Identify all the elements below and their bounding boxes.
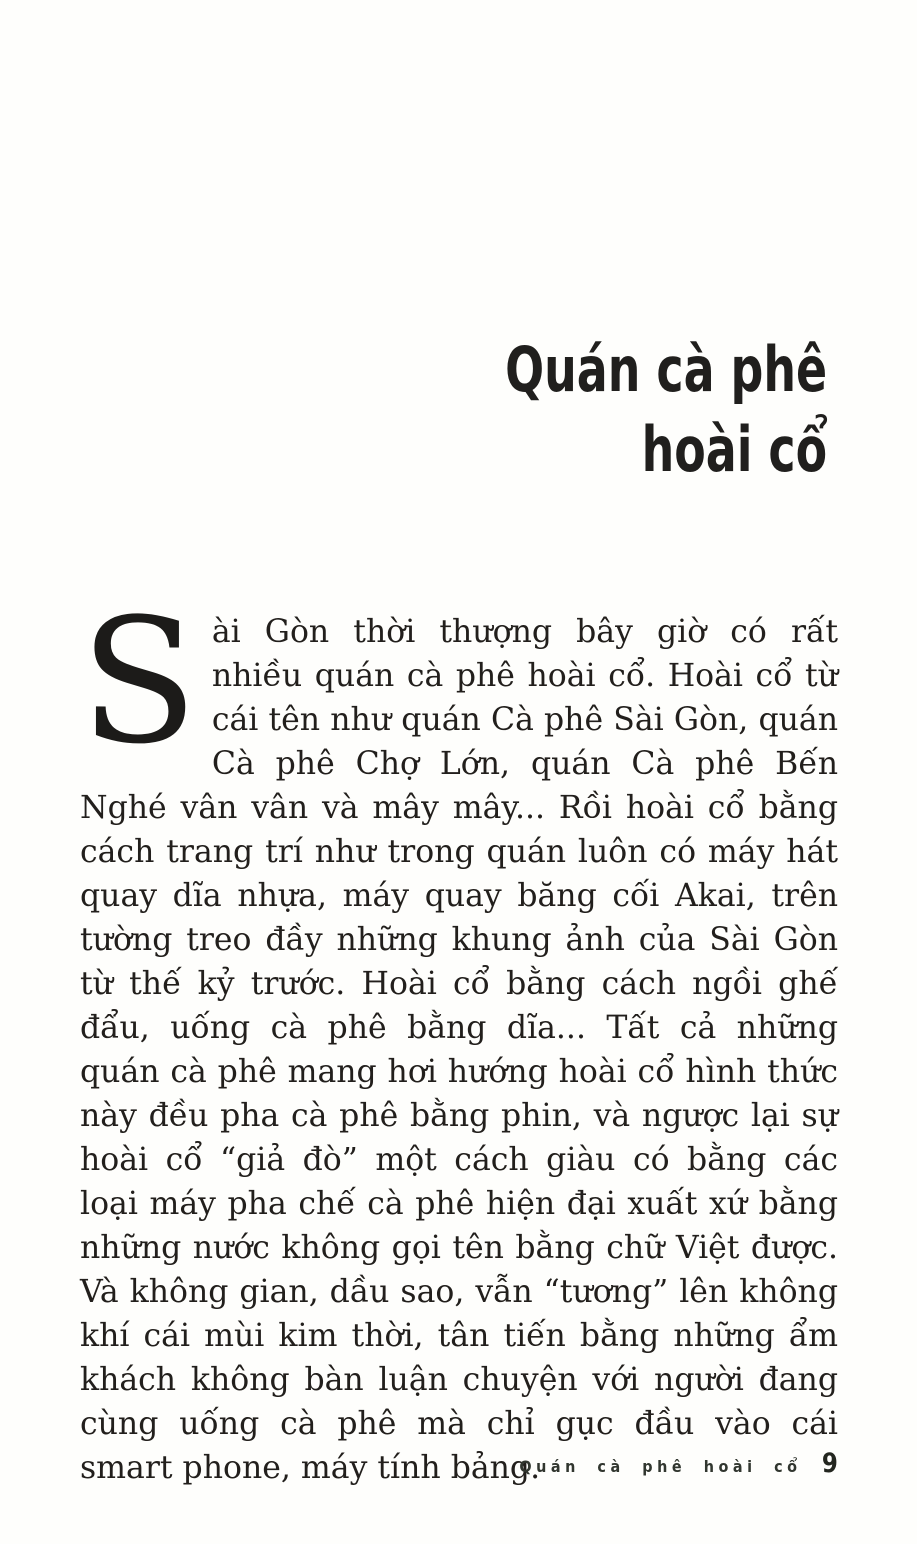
page-number: 9 [822,1448,838,1479]
running-title: Quán cà phê hoài cổ [518,1457,802,1476]
chapter-title-line-2: hoài cổ [641,413,827,486]
drop-cap: S [80,581,198,782]
chapter-title [392,330,827,490]
paragraph-text: ài Gòn thời thượng bây giờ có rất nhiều quán cà phê hoài cổ. Hoài cổ từ cái tên như quán Cà phê Sài Gòn, quán Cà phê Chợ Lớn, quán Cà phê Bến Nghé vân vân và mây mây... Rồi hoài cổ bằng cách trang trí như trong quán luôn có máy hát quay dĩa nhựa, máy quay băng cối Akai, trên tường treo đầy những khung ảnh của Sài Gòn từ thế kỷ trước. Hoài cổ bằng cách ngồi ghế đẩu, uống cà phê bằng dĩa... Tất cả những quán cà phê mang hơi hướng hoài cổ hình thức này đều pha cà phê bằng phin, và ngược lại sự hoài cổ “giả đò” một cách giàu có bằng các loại máy pha chế cà phê hiện đại xuất xứ bằng những nước không gọi tên bằng chữ Việt được. Và không gian, dầu sao, vẫn “tương” lên không khí cái mùi kim thời, tân tiến bằng những ẩm khách không bàn luận chuyện với người đang cùng uống cà phê mà chỉ gục đầu vào cái smart phone, máy tính bảng. [80,614,838,1486]
body-paragraph [80,581,838,1490]
page-footer [488,1448,838,1479]
chapter-title-line-1: Quán cà phê [504,333,827,406]
